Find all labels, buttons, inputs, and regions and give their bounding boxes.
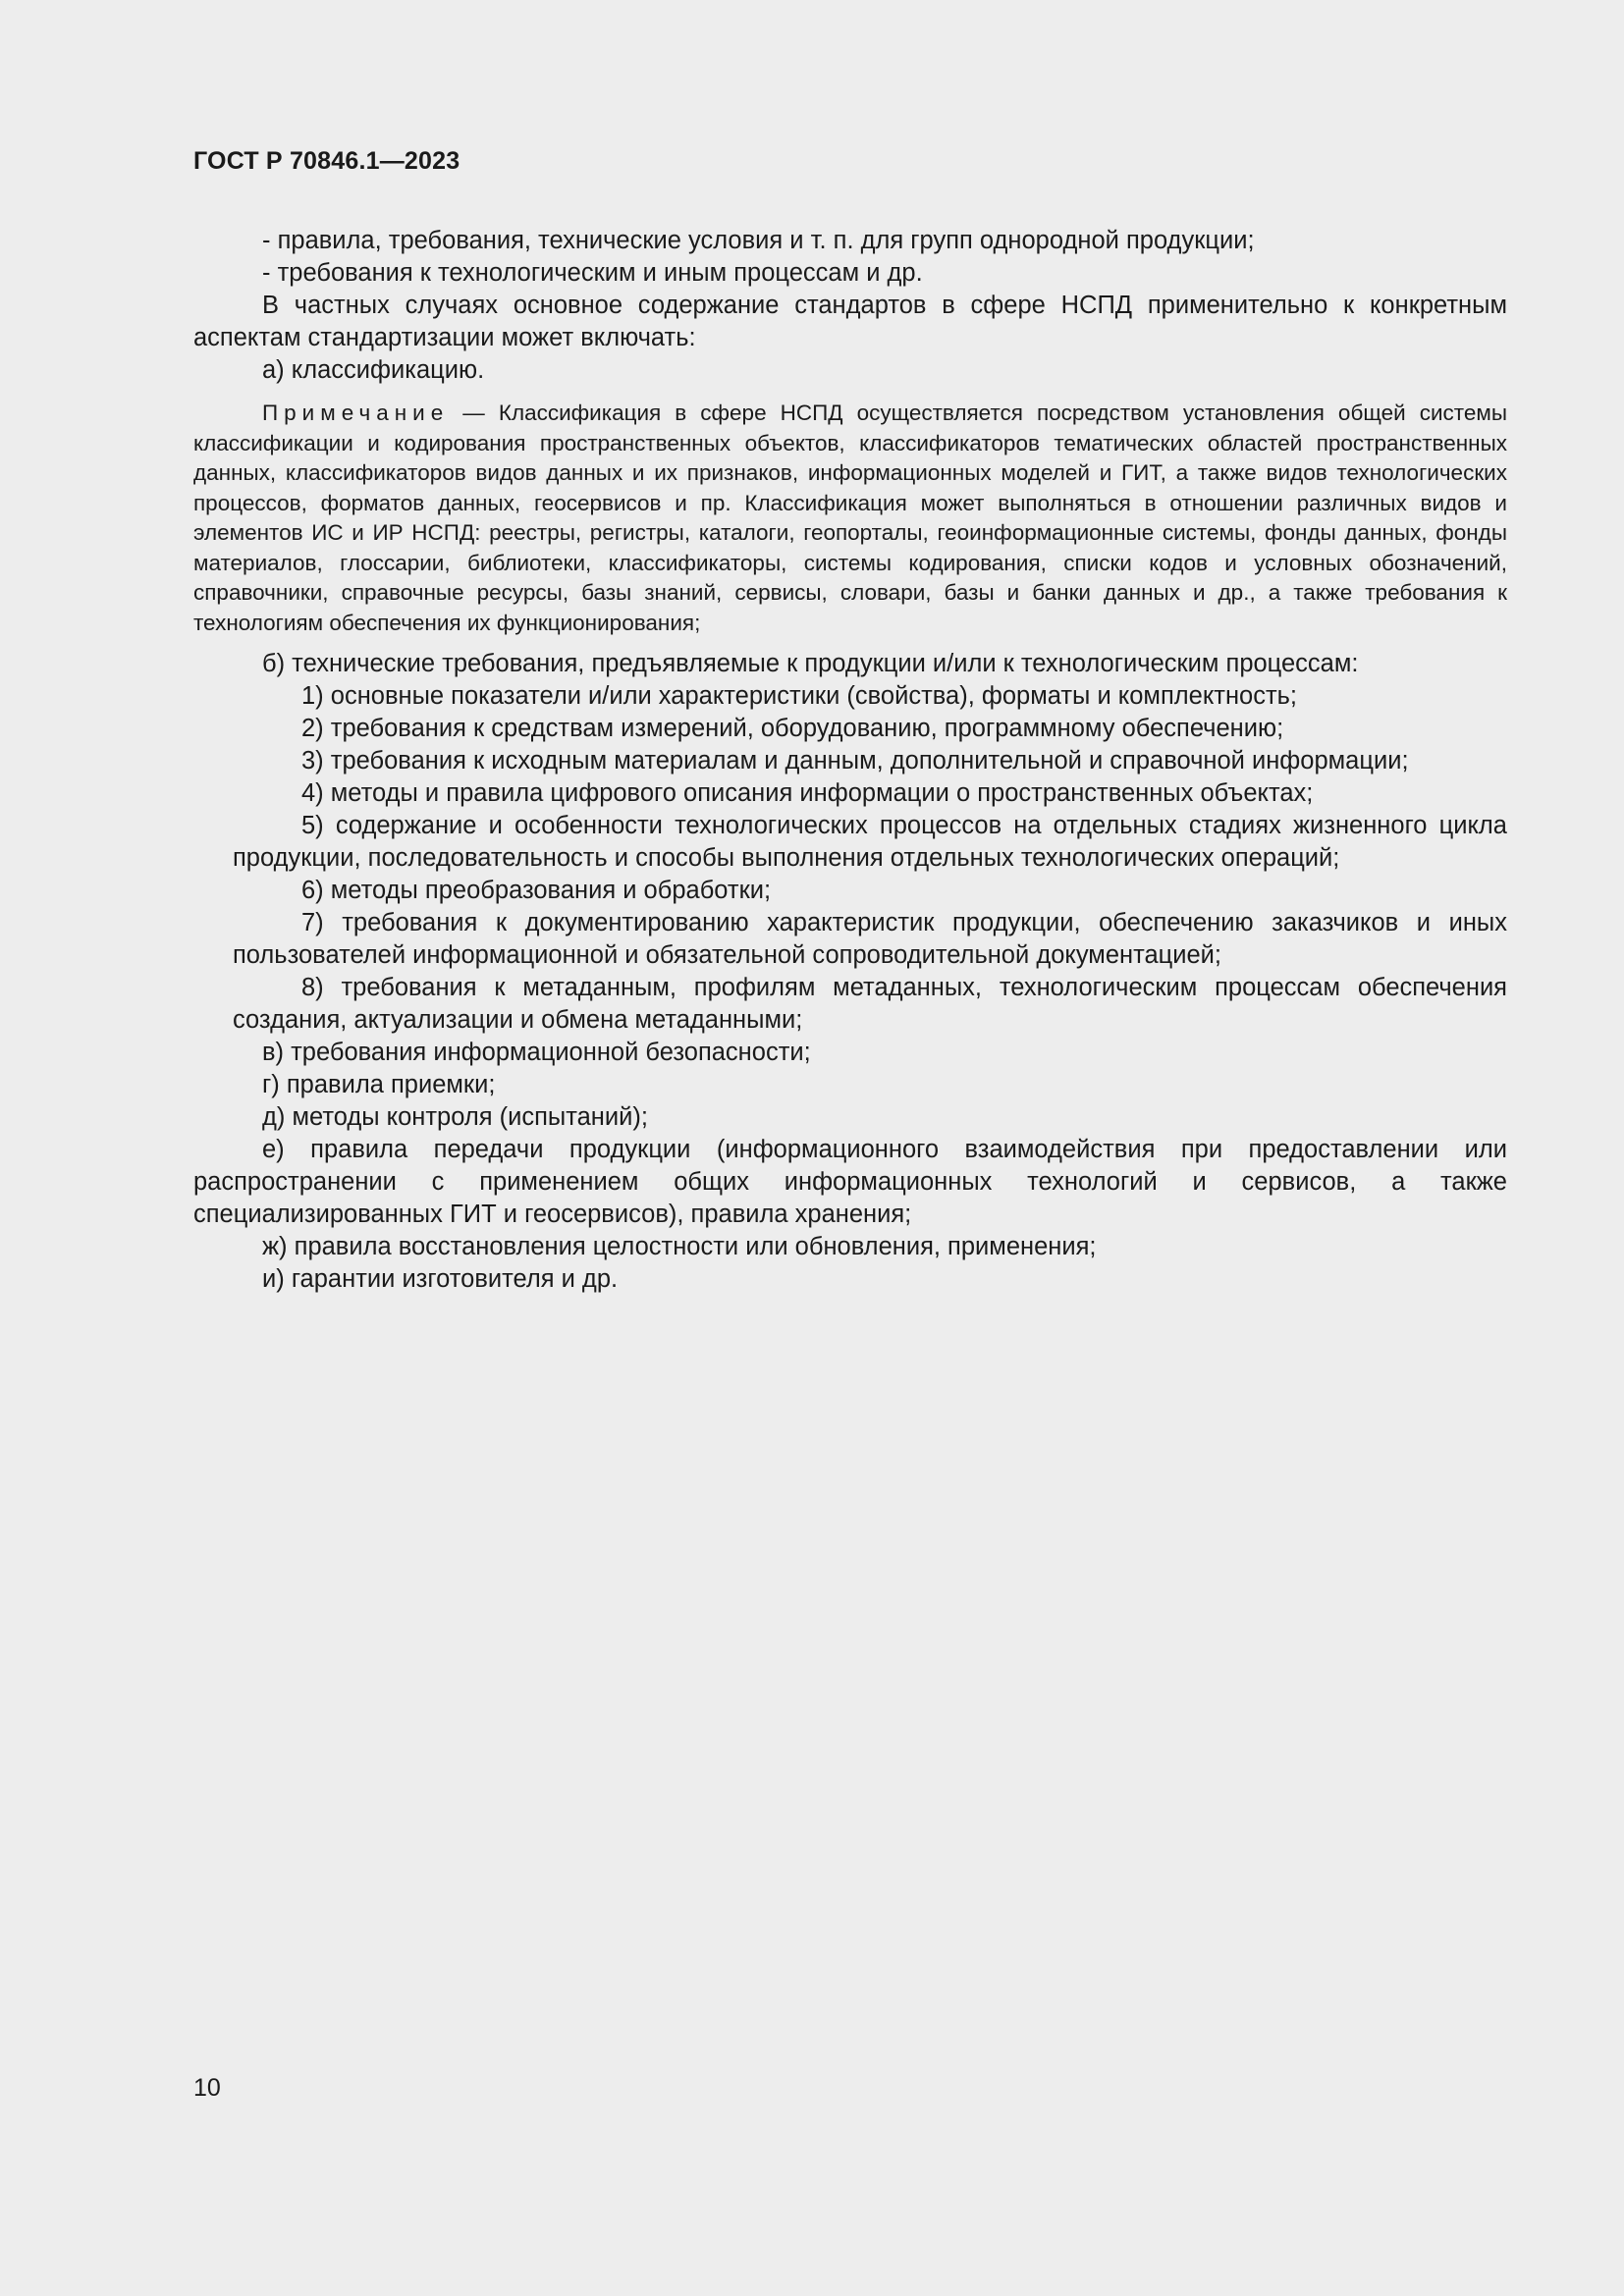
list-item-b: б) технические требования, предъявляемые к продукции и/или к технологическим процессам: <box>262 650 1359 677</box>
note-text: — Классификация в сфере НСПД осуществляется посредством установления общей системы классификации и кодирования пространственных объектов, классификаторов тематических областей пространственных данных, классификаторов видов данных и их признаков, информационных моделей и ГИТ, а также видов технологических процессов, форматов данных, геосервисов и пр. Классификация может выполняться в отношении различных видов и элементов ИС и ИР НСПД: реестры, регистры, каталоги, геопорталы, геоинформационные системы, фонды данных, фонды материалов, глоссарии, библиотеки, классификаторы, системы кодирования, списки кодов и условных обозначений, справочники, справочные ресурсы, базы знаний, сервисы, словари, базы и банки данных и др., а также требования к технологиям обеспечения их функционирования; <box>193 400 1507 635</box>
note-label: Примечание <box>262 400 450 425</box>
list-item: - правила, требования, технические условия и т. п. для групп однородной продукции; <box>262 227 1255 254</box>
list-item-v: в) требования информационной безопасности; <box>262 1039 811 1066</box>
paragraph: В частных случаях основное содержание стандартов в сфере НСПД применительно к конкретным аспектам стандартизации может включать: <box>193 292 1507 351</box>
sublist-item: 4) методы и правила цифрового описания информации о пространственных объектах; <box>301 779 1314 807</box>
sublist-item: 3) требования к исходным материалам и данным, дополнительной и справочной информации; <box>301 747 1409 774</box>
sublist <box>193 680 1507 1037</box>
sublist-item: 1) основные показатели и/или характеристики (свойства), форматы и комплектность; <box>301 682 1298 710</box>
document-body <box>193 225 1507 1296</box>
list-item-d: д) методы контроля (испытаний); <box>262 1103 648 1131</box>
list-item-a: а) классификацию. <box>262 356 485 384</box>
note <box>193 399 1507 638</box>
sublist-item: 7) требования к документированию характеристик продукции, обеспечению заказчиков и иных пользователей информационной и обязательной сопроводительной документацией; <box>233 909 1507 969</box>
sublist-item: 8) требования к метаданным, профилям метаданных, технологическим процессам обеспечения создания, актуализации и обмена метаданными; <box>233 974 1507 1034</box>
list-item-zh: ж) правила восстановления целостности или обновления, применения; <box>262 1233 1097 1260</box>
list-item-e: е) правила передачи продукции (информационного взаимодействия при предоставлении или распространении с применением общих информационных технологий и сервисов, а также специализированных ГИТ и геосервисов), правила хранения; <box>193 1136 1507 1228</box>
page-number: 10 <box>193 2074 221 2102</box>
sublist-item: 5) содержание и особенности технологических процессов на отдельных стадиях жизненного цикла продукции, последовательность и способы выполнения отдельных технологических операций; <box>233 812 1507 872</box>
list-item-g: г) правила приемки; <box>262 1071 496 1098</box>
sublist-item: 6) методы преобразования и обработки; <box>301 877 772 904</box>
list-item: - требования к технологическим и иным процессам и др. <box>262 259 923 287</box>
document-header: ГОСТ Р 70846.1—2023 <box>193 147 460 175</box>
list-item-i: и) гарантии изготовителя и др. <box>262 1265 619 1293</box>
sublist-item: 2) требования к средствам измерений, оборудованию, программному обеспечению; <box>301 715 1284 742</box>
